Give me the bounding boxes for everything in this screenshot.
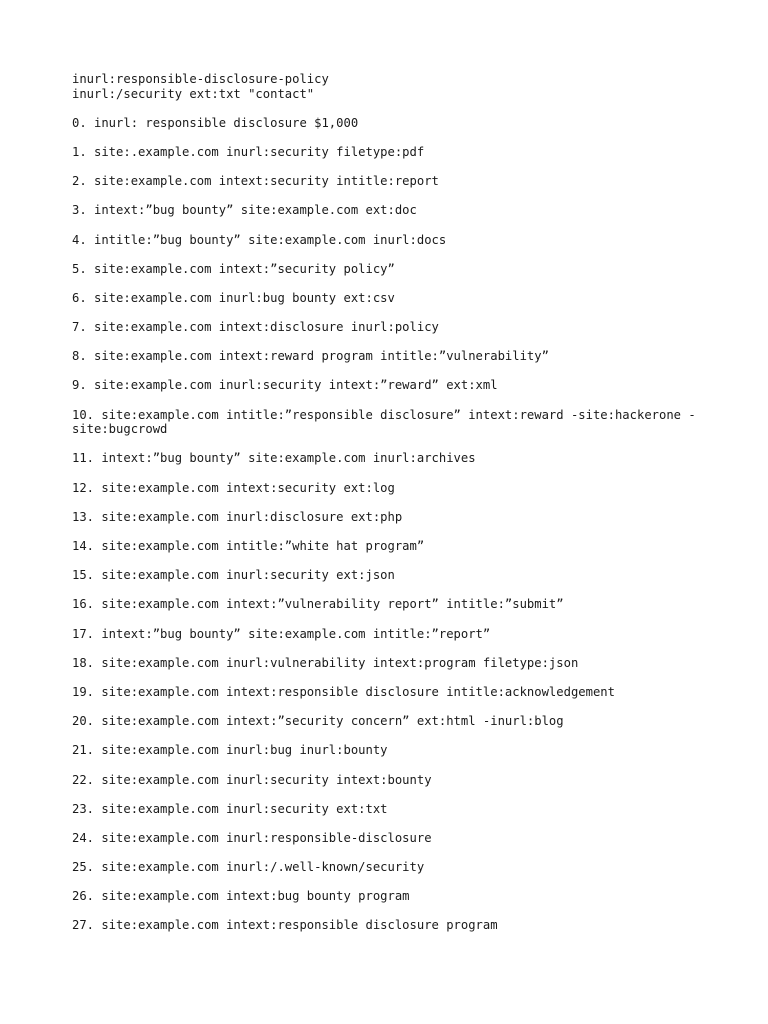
list-item: 27. site:example.com intext:responsible disclosure program	[72, 918, 498, 933]
list-item: 11. intext:”bug bounty” site:example.com inurl:archives	[72, 451, 476, 466]
list-item: 18. site:example.com inurl:vulnerability intext:program filetype:json	[72, 655, 579, 670]
list-item: 6. site:example.com inurl:bug bounty ext:csv	[72, 290, 395, 305]
list-item: 9. site:example.com inurl:security intext:”reward” ext:xml	[72, 378, 498, 393]
list-item: 0. inurl: responsible disclosure $1,000	[72, 115, 359, 130]
document-page	[72, 72, 712, 948]
list-item: 7. site:example.com intext:disclosure inurl:policy	[72, 320, 439, 335]
header-line-1: inurl:responsible-disclosure-policy	[72, 72, 329, 86]
header-line-2: inurl:/security ext:txt "contact"	[72, 86, 315, 101]
list-item: 16. site:example.com intext:”vulnerability report” intitle:”submit”	[72, 597, 564, 612]
list-item: 26. site:example.com intext:bug bounty program	[72, 889, 410, 904]
list-item: 21. site:example.com inurl:bug inurl:bounty	[72, 743, 388, 758]
list-item: 5. site:example.com intext:”security policy”	[72, 261, 395, 276]
list-item: 15. site:example.com inurl:security ext:json	[72, 568, 395, 583]
header-block	[72, 72, 712, 101]
list-item: 23. site:example.com inurl:security ext:txt	[72, 801, 388, 816]
list-item: 22. site:example.com inurl:security intext:bounty	[72, 772, 432, 787]
list-item: 12. site:example.com intext:security ext:log	[72, 480, 395, 495]
list-item: 13. site:example.com inurl:disclosure ext:php	[72, 509, 403, 524]
list-item: 25. site:example.com inurl:/.well-known/security	[72, 860, 425, 875]
list-item: 24. site:example.com inurl:responsible-disclosure	[72, 830, 432, 845]
dork-list	[72, 116, 712, 933]
list-item: 10. site:example.com intitle:”responsible disclosure” intext:reward -site:hackerone -site:bugcrowd	[72, 407, 696, 437]
list-item: 14. site:example.com intitle:”white hat program”	[72, 539, 425, 553]
list-item: 8. site:example.com intext:reward program intitle:”vulnerability”	[72, 349, 549, 364]
list-item: 20. site:example.com intext:”security concern” ext:html -inurl:blog	[72, 714, 564, 729]
list-item: 17. intext:”bug bounty” site:example.com intitle:”report”	[72, 626, 491, 641]
list-item: 1. site:.example.com inurl:security filetype:pdf	[72, 144, 425, 159]
list-item: 19. site:example.com intext:responsible disclosure intitle:acknowledgement	[72, 684, 615, 699]
list-item: 2. site:example.com intext:security intitle:report	[72, 174, 439, 189]
list-item: 3. intext:”bug bounty” site:example.com ext:doc	[72, 203, 417, 218]
list-item: 4. intitle:”bug bounty” site:example.com inurl:docs	[72, 232, 447, 247]
